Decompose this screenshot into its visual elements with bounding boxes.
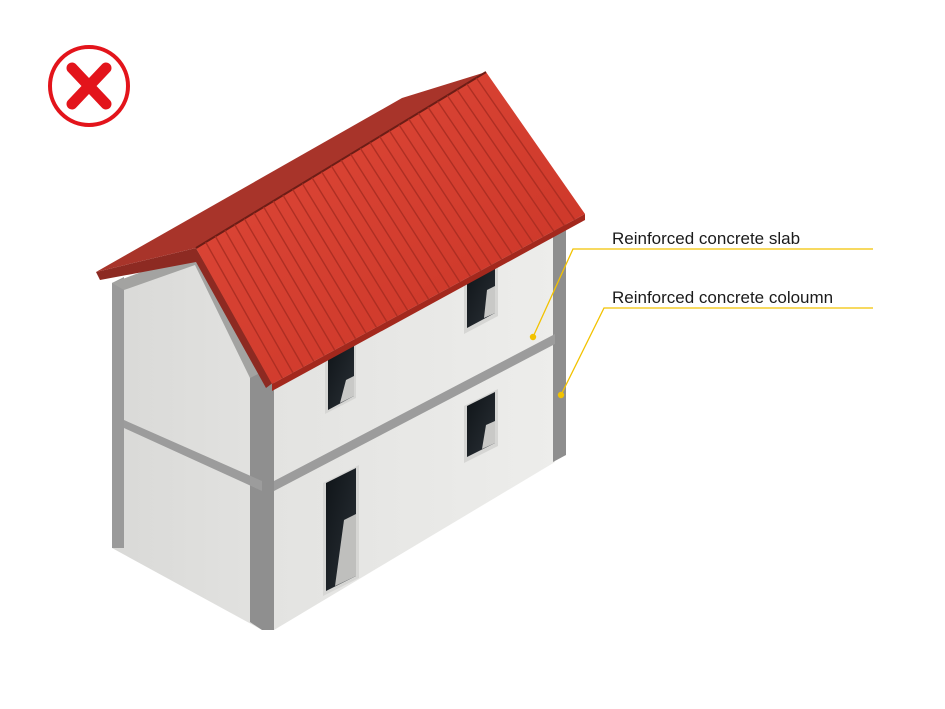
door-opening	[323, 465, 359, 596]
annotation-column: Reinforced concrete coloumn	[612, 288, 834, 307]
side-column-left	[112, 277, 124, 548]
annotation-slab: Reinforced concrete slab	[612, 229, 801, 248]
leader-column	[558, 308, 873, 398]
house	[96, 72, 585, 630]
close-icon	[50, 47, 128, 125]
side-column-corner	[250, 372, 274, 630]
